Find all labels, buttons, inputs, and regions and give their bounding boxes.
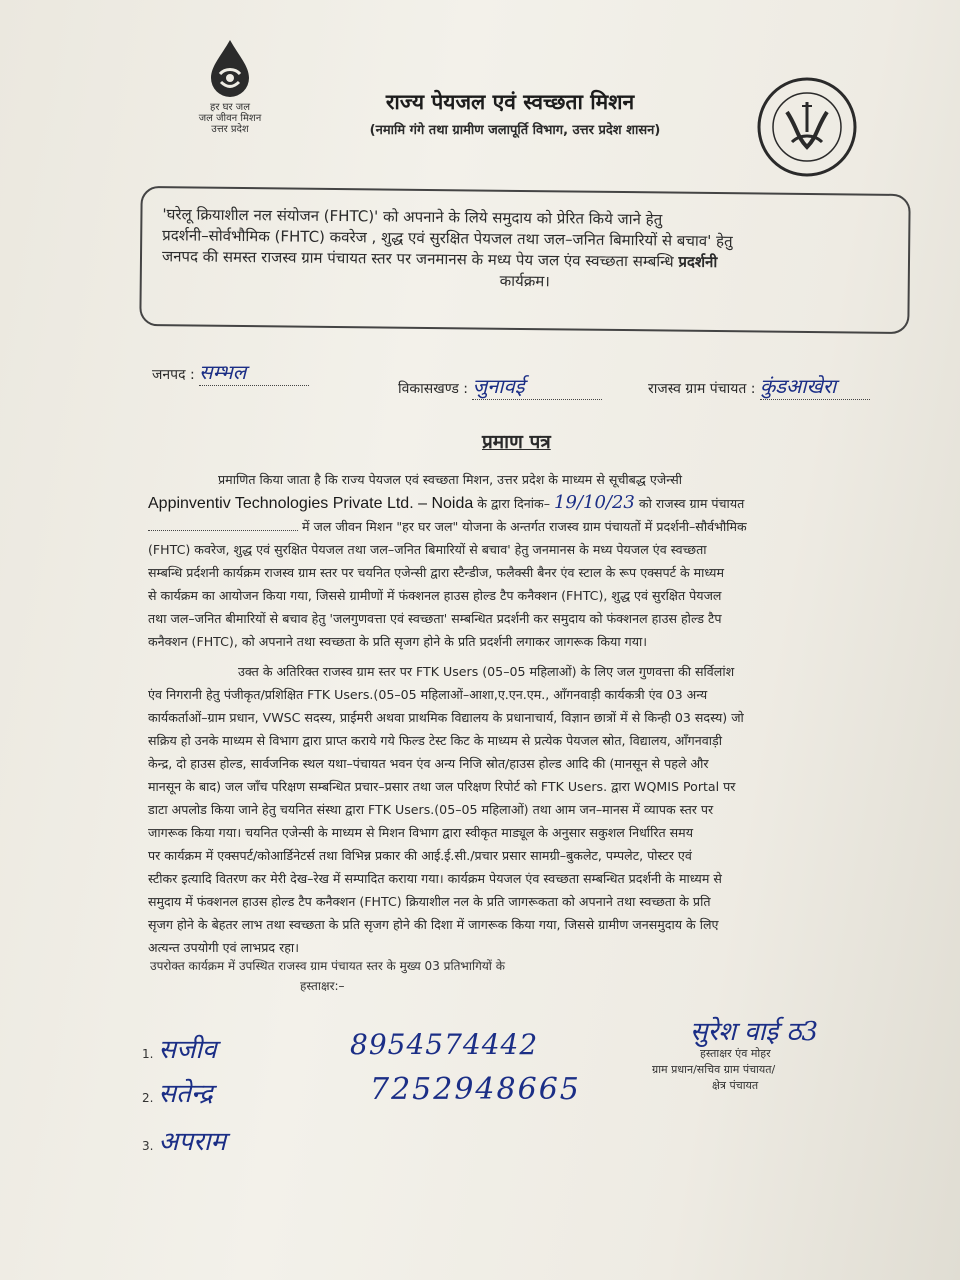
p2-line-9: पर कार्यक्रम में एक्सपर्ट/कोआर्डिनेटर्स तथा विभिन्न प्रकार की आई.ई.सी./प्रचार प्रसार सामग्री–बुकलेट, पम्पलेट, पोस्टर एवं [148,848,692,863]
p2-line-2: एंव निगरानी हेतु पंजीकृत/प्रशिक्षित FTK Users.(05–05 महिलाओं–आशा,ए.एन.एम., आँगनवाड़ी कार्यकत्री एंव 03 अन्य [148,687,708,702]
p1-line-3 [148,515,938,538]
participant-2 [142,1074,213,1110]
p1-line-2-end: को राजस्व ग्राम पंचायत [638,496,745,511]
agency-name: Appinventiv Technologies Private Ltd. – Noida [148,495,474,512]
paragraph-1 [148,468,938,653]
district-label: जनपद : [152,367,195,383]
p1-line-6: से कार्यक्रम का आयोजन किया गया, जिससे ग्रामीणों में फंक्शनल हाउस होल्ड टैप कनैक्शन (FHTC), शुद्ध एवं सुरक्षित पेयजल [148,588,722,603]
district-value: सम्भल [199,358,309,386]
title-line-3-bold: प्रदर्शनी [678,252,718,272]
participant-1 [142,1030,217,1066]
signature-intro-2: हस्ताक्षर:– [300,979,345,993]
participant-3-signature: अपराम [158,1127,227,1157]
program-date: 19/10/23 [554,492,635,513]
participant-3-number: 3. [142,1139,154,1153]
official-signature: सुरेश वाई ठ3 [690,1017,819,1047]
logo-line-3: उत्तर प्रदेश [211,124,249,135]
p2-line-5: केन्द्र, दो हाउस होल्ड, सार्वजनिक स्थल यथा–पंचायत भवन एंव अन्य निजि स्रोत/हाउस होल्ड आदि की (मानसून से पहले और [148,756,709,771]
mission-title: राज्य पेयजल एवं स्वच्छता मिशन [385,90,635,114]
block-value: जुनावई [472,372,602,400]
p2-line-1: उक्त के अतिरिक्त राजस्व ग्राम स्तर पर FTK Users (05–05 महिलाओं) के लिए जल गुणवत्ता की सर्विलांश [238,664,735,679]
mission-subtitle: (नमामि गंगे तथा ग्रामीण जलापूर्ति विभाग, उत्तर प्रदेश शासन) [369,123,661,138]
official-label-3: क्षेत्र पंचायत [712,1079,759,1092]
paragraph-2 [148,660,938,959]
p1-line-1: प्रमाणित किया जाता है कि राज्य पेयजल एवं स्वच्छता मिशन, उत्तर प्रदेश के माध्यम से सूचीबद्ध एजेन्सी [218,472,682,487]
participant-1-signature: सजीव [158,1035,217,1065]
water-drop-icon [203,38,257,98]
block-field [398,372,602,400]
p2-line-11: समुदाय में फंक्शनल हाउस होल्ड टैप कनैक्शन (FHTC) क्रियाशील नल के प्रति जागरूकता को अपनाने तथा स्वच्छता के प्रति [148,894,711,909]
title-line-4: कार्यक्रम। [499,271,551,291]
certificate-title: प्रमाण पत्र [482,431,551,453]
p1-line-4: (FHTC) कवरेज, शुद्ध एवं सुरक्षित पेयजल तथा जल–जनित बिमारियों से बचाव' हेतु जनमानस के मध्य पेयजल एंव स्वच्छता [148,542,707,557]
p1-line-8: कनैक्शन (FHTC), को अपनाने तथा स्वच्छता के प्रति सृजग होने के प्रति प्रदर्शनी लगाकर जागरूक किया गया। [148,634,648,649]
up-government-emblem-icon [752,72,862,182]
title-line-2: प्रदर्शनी–सोर्वभौमिक (FHTC) कवरेज , शुद्ध एवं सुरक्षित पेयजल तथा जल–जनित बिमारियों से बचाव' हेतु [162,226,733,251]
p2-line-10: स्टीकर इत्यादि वितरण कर मेरी देख–रेख में सम्पादित कराया गया। कार्यक्रम पेयजल एंव स्वच्छता सम्बन्धित प्रदर्शनी के माध्यम से [148,871,722,886]
participant-1-phone: 8954574442 [350,1028,539,1061]
panchayat-field [648,372,870,400]
p1-line-2 [148,491,938,515]
p2-line-13: अत्यन्त उपयोगी एवं लाभप्रद रहा। [148,940,299,955]
program-title-box [139,186,910,334]
p2-line-3: कार्यकर्ताओं–ग्राम प्रधान, VWSC सदस्य, प्राईमरी अथवा प्राथमिक विद्यालय के प्रधानाचार्य, विज्ञान छात्रों में से किन्ही 03 सदस्य) जो [148,710,744,725]
participant-2-phone: 7252948665 [370,1072,581,1107]
logo-line-2: जल जीवन मिशन [198,113,262,124]
p1-line-2-mid: के द्वारा दिनांक– [477,496,551,511]
p1-line-3-text: में जल जीवन मिशन "हर घर जल" योजना के अन्तर्गत राजस्व ग्राम पंचायतों में प्रदर्शनी–सौर्वभौमिक [302,519,747,534]
participant-3 [142,1122,226,1158]
official-label-2: ग्राम प्रधान/सचिव ग्राम पंचायत/ [652,1063,776,1076]
participant-2-signature: सतेन्द्र [158,1079,213,1109]
participant-1-number: 1. [142,1047,154,1061]
signature-intro: उपरोक्त कार्यक्रम में उपस्थित राजस्व ग्राम पंचायत स्तर के मुख्य 03 प्रतिभागियों के [150,959,505,973]
logo-line-1: हर घर जल [210,102,250,113]
official-label-1: हस्ताक्षर एंव मोहर [700,1047,771,1060]
p2-line-8: जागरूक किया गया। चयनित एजेन्सी के माध्यम से मिशन विभाग द्वारा स्वीकृत माड्यूल के अनुसार सकुशल निर्धारित समय [148,825,694,840]
panchayat-value: कुंडआखेरा [760,372,870,400]
p2-line-12: सृजग होने के बेहतर लाभ तथा स्वच्छता के प्रति सृजग होने की दिशा में जागरूक किया गया, जिससे ग्रामीण जनसमुदाय के लिए [148,917,719,932]
p2-line-6: मानसून के बाद) जल जाँच परिक्षण सम्बन्धित प्रचार–प्रसार तथा जल परिक्षण रिपोर्ट को FTK Users. द्वारा WQMIS Portal पर [148,779,736,794]
har-ghar-jal-logo [180,38,280,135]
p1-line-7: तथा जल–जनित बीमारियों से बचाव हेतु 'जलगुणवत्ता एवं स्वच्छता' सम्बन्धित प्रदर्शनी कर समुदाय को फंक्शनल हाउस होल्ड टैप [148,611,722,626]
district-field [152,358,309,386]
title-line-3: जनपद की समस्त राजस्व ग्राम पंचायत स्तर पर जनमानस के मध्य पेय जल एंव स्वच्छता सम्बन्धि [161,247,674,271]
participant-2-number: 2. [142,1091,154,1105]
p2-line-7: डाटा अपलोड किया जाने हेतु चयनित संस्था द्वारा FTK Users.(05–05 महिलाओं) तथा आम जन–मानस में व्यापक स्तर पर [148,802,714,817]
title-line-1: 'घरेलू क्रियाशील नल संयोजन (FHTC)' को अपनाने के लिये समुदाय को प्रेरित किये जाने हेतु [162,205,663,229]
p2-line-4: सक्रिय हो उनके माध्यम से विभाग द्वारा प्राप्त कराये गये फिल्ड टेस्ट किट के माध्यम से प्रत्येक पेयजल स्रोत, विद्यालय, आँगनवाड़ी [148,733,723,748]
panchayat-label: राजस्व ग्राम पंचायत : [648,381,756,397]
panchayat-blank [148,530,298,531]
p1-line-5: सम्बन्धि प्रर्दशनी कार्यक्रम राजस्व ग्राम स्तर पर चयनित एजेन्सी द्वारा स्टैन्डीज, फलैक्सी बैनर एंव स्टाल के रूप एक्सपर्ट के माध्यम [148,565,725,580]
block-label: विकासखण्ड : [398,381,469,397]
